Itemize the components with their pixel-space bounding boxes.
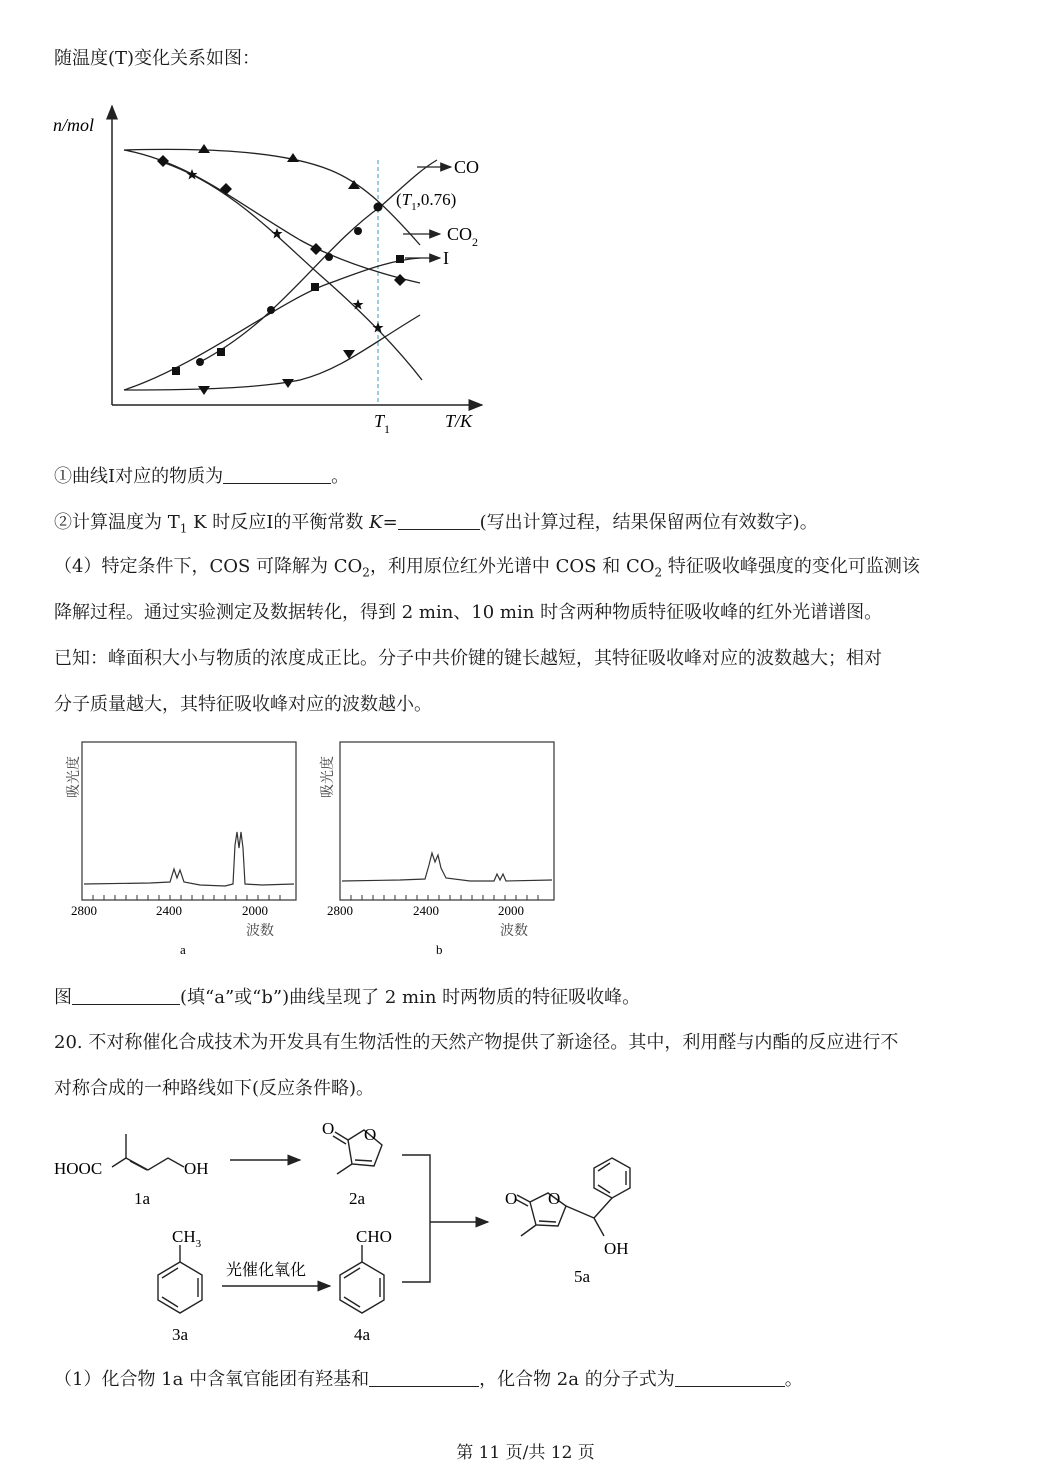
curve-i-square bbox=[124, 258, 420, 390]
marker-triangle-up bbox=[198, 144, 210, 153]
marker-circle bbox=[354, 227, 362, 235]
known-line-1: 已知：峰面积大小与物质的浓度成正比。分子中共价键的键长越短，其特征吸收峰对应的波数越大；相对 bbox=[54, 648, 882, 669]
label-1a: 1a bbox=[134, 1189, 151, 1208]
spectrum-a-ylabel: 吸光度 bbox=[66, 756, 82, 798]
star-markers bbox=[187, 169, 384, 333]
label-ch3: $CH_3$ bbox=[172, 1227, 202, 1250]
label-3a: 3a bbox=[172, 1325, 189, 1344]
marker-circle bbox=[374, 203, 383, 212]
compound-5a-phenyl bbox=[594, 1158, 630, 1198]
x-axis-label: T/K bbox=[445, 411, 473, 431]
part-4-line-2: 降解过程。通过实验测定及数据转化，得到 2 min、10 min 时含两种物质特征吸收峰的红外光谱谱图。 bbox=[54, 602, 883, 623]
marker-triangle-up bbox=[348, 180, 360, 189]
marker-square bbox=[311, 283, 319, 291]
known-line-2: 分子质量越大，其特征吸收峰对应的波数越小。 bbox=[54, 694, 432, 715]
curve-co2-diamond bbox=[124, 150, 420, 283]
spectrum-a-tick-2800: 2800 bbox=[71, 903, 97, 918]
spectrum-b-curve bbox=[342, 853, 552, 881]
co-label: CO bbox=[454, 157, 480, 177]
co2-label: $CO_2$ bbox=[447, 224, 479, 249]
point-label: $(T_1,0.76)$ bbox=[396, 190, 457, 213]
marker-diamond bbox=[157, 155, 169, 167]
answer-blank-5[interactable] bbox=[675, 1366, 785, 1387]
fill-ab-line: 图 (填“a”或“b”)曲线呈现了 2 min 时两物质的特征吸收峰。 bbox=[54, 984, 640, 1011]
marker-star bbox=[353, 299, 364, 310]
part-4-line-1: （4）特定条件下，COS 可降解为 $CO_2$，利用原位红外光谱中 COS 和 $CO_2$ 特征吸收峰强度的变化可监测该 bbox=[54, 556, 920, 580]
question-20-line-1: 20. 不对称催化合成技术为开发具有生物活性的天然产物提供了新途径。其中，利用醛与内酯的反应进行不 bbox=[54, 1032, 899, 1053]
square-markers bbox=[172, 255, 404, 375]
spectrum-a-tick-2000: 2000 bbox=[242, 903, 268, 918]
n-vs-t-chart bbox=[40, 95, 510, 445]
spectrum-b-ticks bbox=[351, 895, 538, 900]
marker-circle bbox=[325, 253, 333, 261]
marker-triangle-down bbox=[198, 386, 210, 395]
compound-1a-bonds bbox=[112, 1158, 184, 1170]
i-label: I bbox=[443, 248, 449, 268]
spectrum-a-ticks bbox=[93, 895, 280, 900]
label-4a: 4a bbox=[354, 1325, 371, 1344]
marker-square bbox=[217, 348, 225, 356]
t1-tick-label: $T_1$ bbox=[374, 411, 391, 436]
question-1-line: ①曲线Ⅰ对应的物质为 。 bbox=[54, 463, 349, 490]
subquestion-1-line: （1）化合物 1a 中含氧官能团有羟基和 ，化合物 2a 的分子式为 。 bbox=[54, 1366, 803, 1393]
spectrum-a-curve bbox=[84, 832, 294, 886]
question-20-line-2: 对称合成的一种路线如下(反应条件略)。 bbox=[54, 1078, 375, 1099]
label-5a: 5a bbox=[574, 1267, 591, 1286]
marker-triangle-down bbox=[282, 379, 294, 388]
label-o-2a-ring: O bbox=[364, 1125, 377, 1144]
marker-triangle-up bbox=[287, 153, 299, 162]
marker-diamond bbox=[310, 243, 322, 255]
marker-triangle-down bbox=[343, 350, 355, 359]
spectrum-b-xlabel: 波数 bbox=[500, 923, 528, 939]
answer-blank-2[interactable] bbox=[398, 509, 480, 530]
marker-star bbox=[187, 169, 198, 180]
answer-blank-3[interactable] bbox=[72, 984, 180, 1005]
spectrum-b-caption: b bbox=[436, 942, 443, 957]
marker-square bbox=[396, 255, 404, 263]
label-oh-5a: OH bbox=[604, 1239, 629, 1258]
answer-blank-1[interactable] bbox=[223, 463, 331, 484]
reaction-scheme bbox=[50, 1115, 670, 1350]
spectrum-b-tick-2000: 2000 bbox=[498, 903, 524, 918]
answer-blank-4[interactable] bbox=[369, 1366, 479, 1387]
marker-circle bbox=[267, 306, 275, 314]
label-cho: CHO bbox=[356, 1227, 392, 1246]
label-condition: 光催化氧化 bbox=[226, 1260, 307, 1279]
label-oh-1a: OH bbox=[184, 1159, 209, 1178]
spectrum-a-frame bbox=[82, 742, 296, 900]
intro-line: 随温度(T)变化关系如图： bbox=[54, 48, 261, 69]
marker-diamond bbox=[220, 183, 232, 195]
spectrum-b-ylabel: 吸光度 bbox=[320, 756, 336, 798]
question-2-line: ②计算温度为 $T_1$ K 时反应Ⅰ的平衡常数 K= (写出计算过程，结果保留两位有效数字)。 bbox=[54, 509, 818, 542]
label-hooc: HOOC bbox=[54, 1159, 103, 1178]
spectrum-a-xlabel: 波数 bbox=[246, 923, 274, 939]
label-o-5a-ring: O bbox=[548, 1189, 561, 1208]
marker-diamond bbox=[394, 274, 406, 286]
spectrum-b-tick-2400: 2400 bbox=[413, 903, 439, 918]
spectrum-a bbox=[60, 735, 310, 960]
label-o-2a-carbonyl: O bbox=[322, 1119, 335, 1138]
page-footer: 第 11 页/共 12 页 bbox=[456, 1443, 595, 1463]
spectrum-b-tick-2800: 2800 bbox=[327, 903, 353, 918]
curve-star bbox=[162, 162, 422, 380]
spectrum-a-tick-2400: 2400 bbox=[156, 903, 182, 918]
spectrum-b bbox=[310, 735, 560, 960]
y-axis-label: n/mol bbox=[53, 115, 95, 135]
marker-square bbox=[172, 367, 180, 375]
bracket bbox=[402, 1155, 430, 1282]
compound-4a-ring bbox=[340, 1262, 384, 1313]
label-o-5a-carbonyl: O bbox=[505, 1189, 518, 1208]
spectrum-b-frame bbox=[340, 742, 554, 900]
label-2a: 2a bbox=[349, 1189, 366, 1208]
marker-star bbox=[272, 228, 283, 239]
marker-circle bbox=[196, 358, 204, 366]
compound-3a-ring bbox=[158, 1262, 202, 1313]
spectrum-a-caption: a bbox=[180, 942, 186, 957]
